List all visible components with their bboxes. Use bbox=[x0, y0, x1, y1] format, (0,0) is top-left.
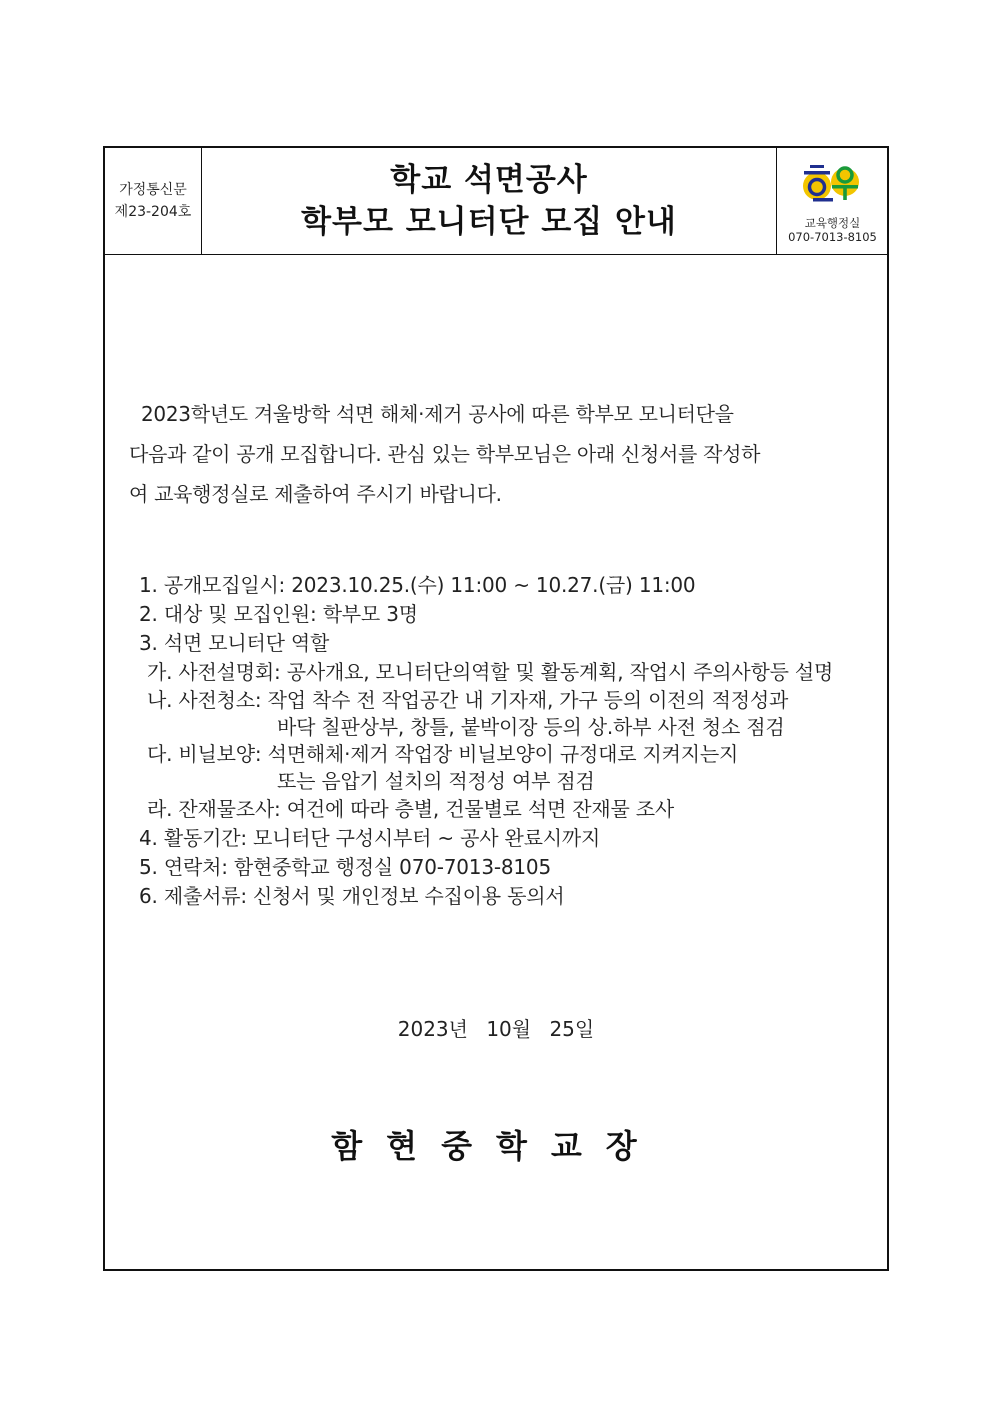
list-item-documents: 6. 제출서류: 신청서 및 개인정보 수집이용 동의서 bbox=[139, 884, 565, 908]
recruitment-details-list bbox=[139, 571, 887, 911]
contact-cell bbox=[776, 148, 888, 254]
list-item-activity-period: 4. 활동기간: 모니터단 구성시부터 ~ 공사 완료시까지 bbox=[139, 826, 601, 850]
list-subitem-cleaning: 나. 사전청소: 작업 착수 전 작업공간 내 기자재, 가구 등의 이전의 적정성과 bbox=[147, 688, 789, 712]
list-item-contact: 5. 연락처: 함현중학교 행정실 070-7013-8105 bbox=[139, 855, 551, 879]
contact-office-label: 교육행정실 bbox=[804, 216, 861, 230]
intro-paragraph bbox=[129, 394, 889, 514]
document-header bbox=[105, 148, 887, 255]
contact-phone: 070-7013-8105 bbox=[788, 230, 877, 244]
list-subitem-briefing: 가. 사전설명회: 공사개요, 모니터단의역할 및 활동계획, 작업시 주의사항등 설명 bbox=[147, 660, 834, 684]
title-line-2: 학부모 모니터단 모집 안내 bbox=[301, 204, 677, 240]
intro-line: 다음과 같이 공개 모집합니다. 관심 있는 학부모님은 아래 신청서를 작성하 bbox=[129, 442, 761, 466]
doc-number: 제23-204호 bbox=[114, 204, 192, 220]
list-subitem-cleaning-cont: 바닥 칠판상부, 창틀, 붙박이장 등의 상.하부 사전 청소 점검 bbox=[277, 715, 785, 739]
title-line-1: 학교 석면공사 bbox=[390, 162, 588, 198]
list-subitem-vinyl: 다. 비닐보양: 석면해체·제거 작업장 비닐보양이 규정대로 지켜지는지 bbox=[147, 742, 739, 766]
list-item-target: 2. 대상 및 모집인원: 학부모 3명 bbox=[139, 602, 418, 626]
notice-document bbox=[103, 146, 889, 1271]
list-subitem-vinyl-cont: 또는 음압기 설치의 적정성 여부 점검 bbox=[277, 769, 595, 793]
list-item-role: 3. 석면 모니터단 역할 bbox=[139, 631, 330, 655]
school-logo-icon bbox=[799, 158, 863, 206]
list-subitem-residue: 라. 잔재물조사: 여건에 따라 층별, 건물별로 석면 잔재물 조사 bbox=[147, 797, 674, 821]
doc-type-label: 가정통신문 bbox=[119, 182, 187, 198]
list-item-recruitment-period: 1. 공개모집일시: 2023.10.25.(수) 11:00 ~ 10.27.(금) 11:00 bbox=[139, 573, 696, 597]
document-title bbox=[202, 148, 776, 254]
intro-line: 2023학년도 겨울방학 석면 해체·제거 공사에 따른 학부모 모니터단을 bbox=[141, 402, 734, 426]
intro-line: 여 교육행정실로 제출하여 주시기 바랍니다. bbox=[129, 482, 502, 506]
doc-info-cell bbox=[105, 148, 202, 254]
issue-date: 2023년 10월 25일 bbox=[397, 1017, 595, 1041]
principal-signature: 함현중학교장 bbox=[331, 1127, 661, 1165]
